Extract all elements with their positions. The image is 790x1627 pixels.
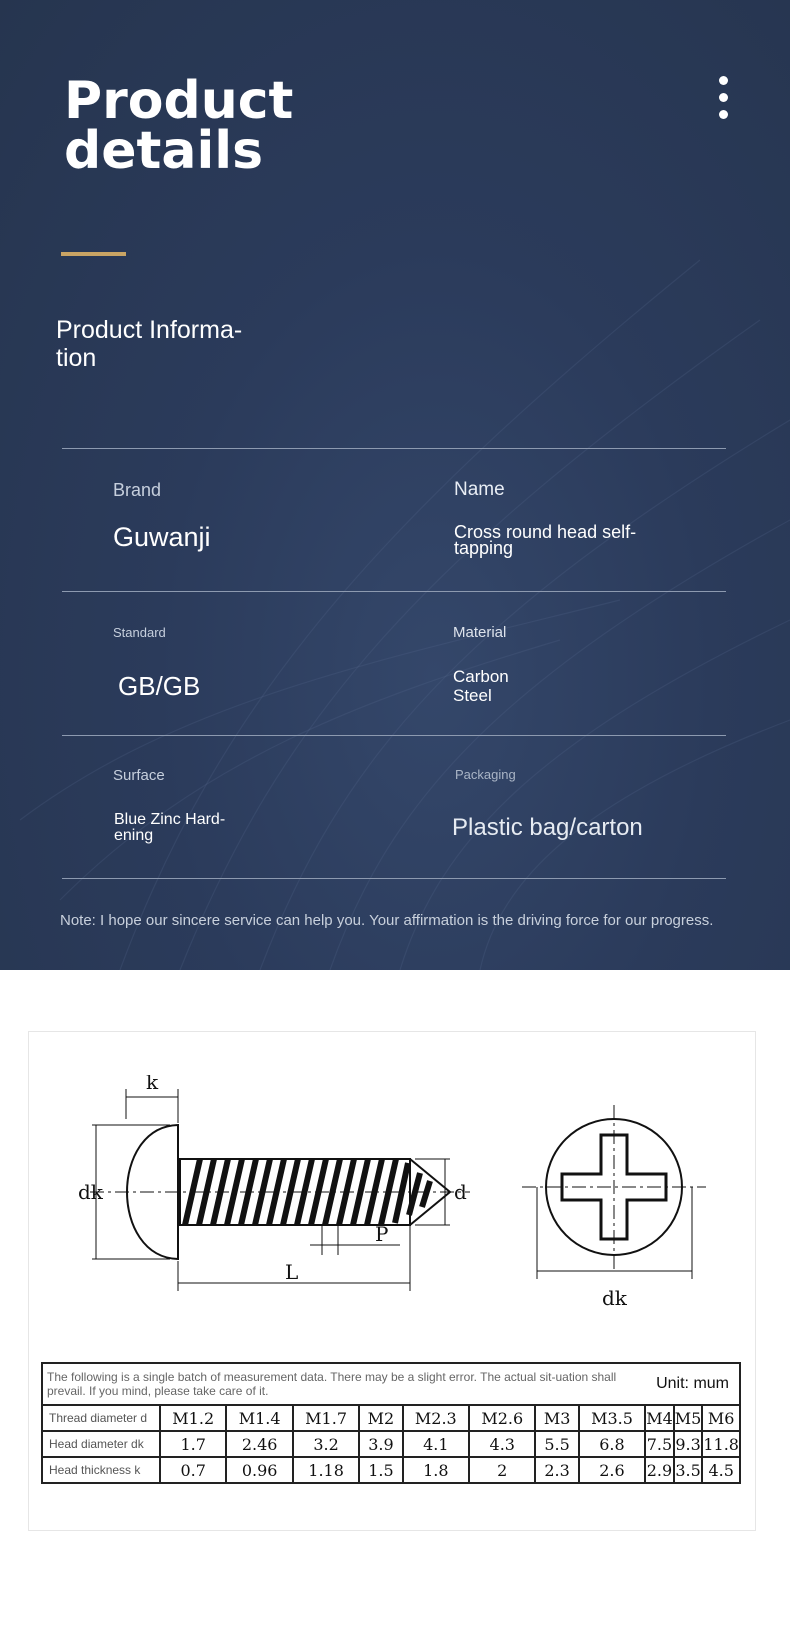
table-row [42, 1457, 740, 1483]
divider [62, 591, 726, 592]
table-cell: 0.7 [160, 1457, 226, 1483]
label-k: k [146, 1075, 159, 1094]
table-cell: 2.9 [645, 1457, 674, 1483]
table-cell: 2.6 [579, 1457, 645, 1483]
table-note: The following is a single batch of measurement data. There may be a slight error. The actual sit-uation shall prevail. If you mind, please take care of it. [42, 1363, 645, 1405]
title-accent-bar [61, 252, 126, 256]
label-dk-front: dk [602, 1286, 627, 1310]
screw-dimension-diagram [70, 1075, 720, 1315]
divider [62, 878, 726, 879]
table-cell: 4.1 [403, 1431, 469, 1457]
name-value: Cross round head self-tapping [454, 522, 637, 558]
table-cell: 7.5 [645, 1431, 674, 1457]
divider [62, 448, 726, 449]
table-cell: M4 [645, 1405, 674, 1431]
brand-label: Brand [113, 480, 162, 500]
note-text: Note: I hope our sincere service can help you. Your affirmation is the driving force for our progress. [60, 912, 714, 929]
packaging-value: Plastic bag/carton [452, 814, 643, 841]
table-cell: 6.8 [579, 1431, 645, 1457]
table-cell: 4.5 [702, 1457, 740, 1483]
surface-value: Blue Zinc Hard-ening [114, 811, 226, 844]
table-cell: 1.5 [359, 1457, 402, 1483]
label-l: L [285, 1260, 299, 1284]
table-unit: Unit: mum [645, 1363, 740, 1405]
packaging-label: Packaging [455, 767, 516, 782]
row-label: Thread diameter d [42, 1405, 160, 1431]
table-cell: 2.3 [535, 1457, 578, 1483]
table-cell: 2 [469, 1457, 535, 1483]
table-row [42, 1405, 740, 1431]
table-cell: 3.2 [293, 1431, 359, 1457]
standard-label: Standard [113, 625, 166, 640]
table-cell: 3.5 [674, 1457, 703, 1483]
table-row [42, 1431, 740, 1457]
brand-value: Guwanji [113, 522, 211, 552]
table-cell: M1.2 [160, 1405, 226, 1431]
table-cell: 9.3 [674, 1431, 703, 1457]
table-cell: M1.4 [226, 1405, 292, 1431]
table-cell: 0.96 [226, 1457, 292, 1483]
table-cell: 5.5 [535, 1431, 578, 1457]
table-cell: 2.46 [226, 1431, 292, 1457]
label-d: d [454, 1180, 467, 1204]
name-label: Name [454, 479, 505, 500]
page-title-line1: Product [64, 71, 294, 131]
row-label: Head diameter dk [42, 1431, 160, 1457]
table-cell: M2.6 [469, 1405, 535, 1431]
table-cell: 1.8 [403, 1457, 469, 1483]
table-cell: M1.7 [293, 1405, 359, 1431]
table-cell: 11.8 [702, 1431, 740, 1457]
label-dk: dk [78, 1180, 103, 1204]
material-value: Carbon Steel [453, 667, 509, 705]
table-cell: M5 [674, 1405, 703, 1431]
table-note-row [42, 1363, 740, 1405]
more-options-icon[interactable] [714, 76, 732, 124]
row-label: Head thickness k [42, 1457, 160, 1483]
table-cell: 3.9 [359, 1431, 402, 1457]
divider [62, 735, 726, 736]
surface-label: Surface [113, 767, 165, 784]
table-cell: 1.7 [160, 1431, 226, 1457]
table-cell: M3 [535, 1405, 578, 1431]
section-title: Product Informa-tion [56, 316, 243, 372]
table-cell: M3.5 [579, 1405, 645, 1431]
page-title [64, 71, 294, 181]
table-cell: M6 [702, 1405, 740, 1431]
dimension-table [41, 1362, 741, 1484]
page-title-line2: details [64, 121, 264, 181]
standard-value: GB/GB [118, 671, 201, 701]
table-cell: M2 [359, 1405, 402, 1431]
label-p: P [375, 1222, 389, 1246]
table-cell: M2.3 [403, 1405, 469, 1431]
table-cell: 1.18 [293, 1457, 359, 1483]
table-cell: 4.3 [469, 1431, 535, 1457]
material-label: Material [453, 624, 507, 641]
